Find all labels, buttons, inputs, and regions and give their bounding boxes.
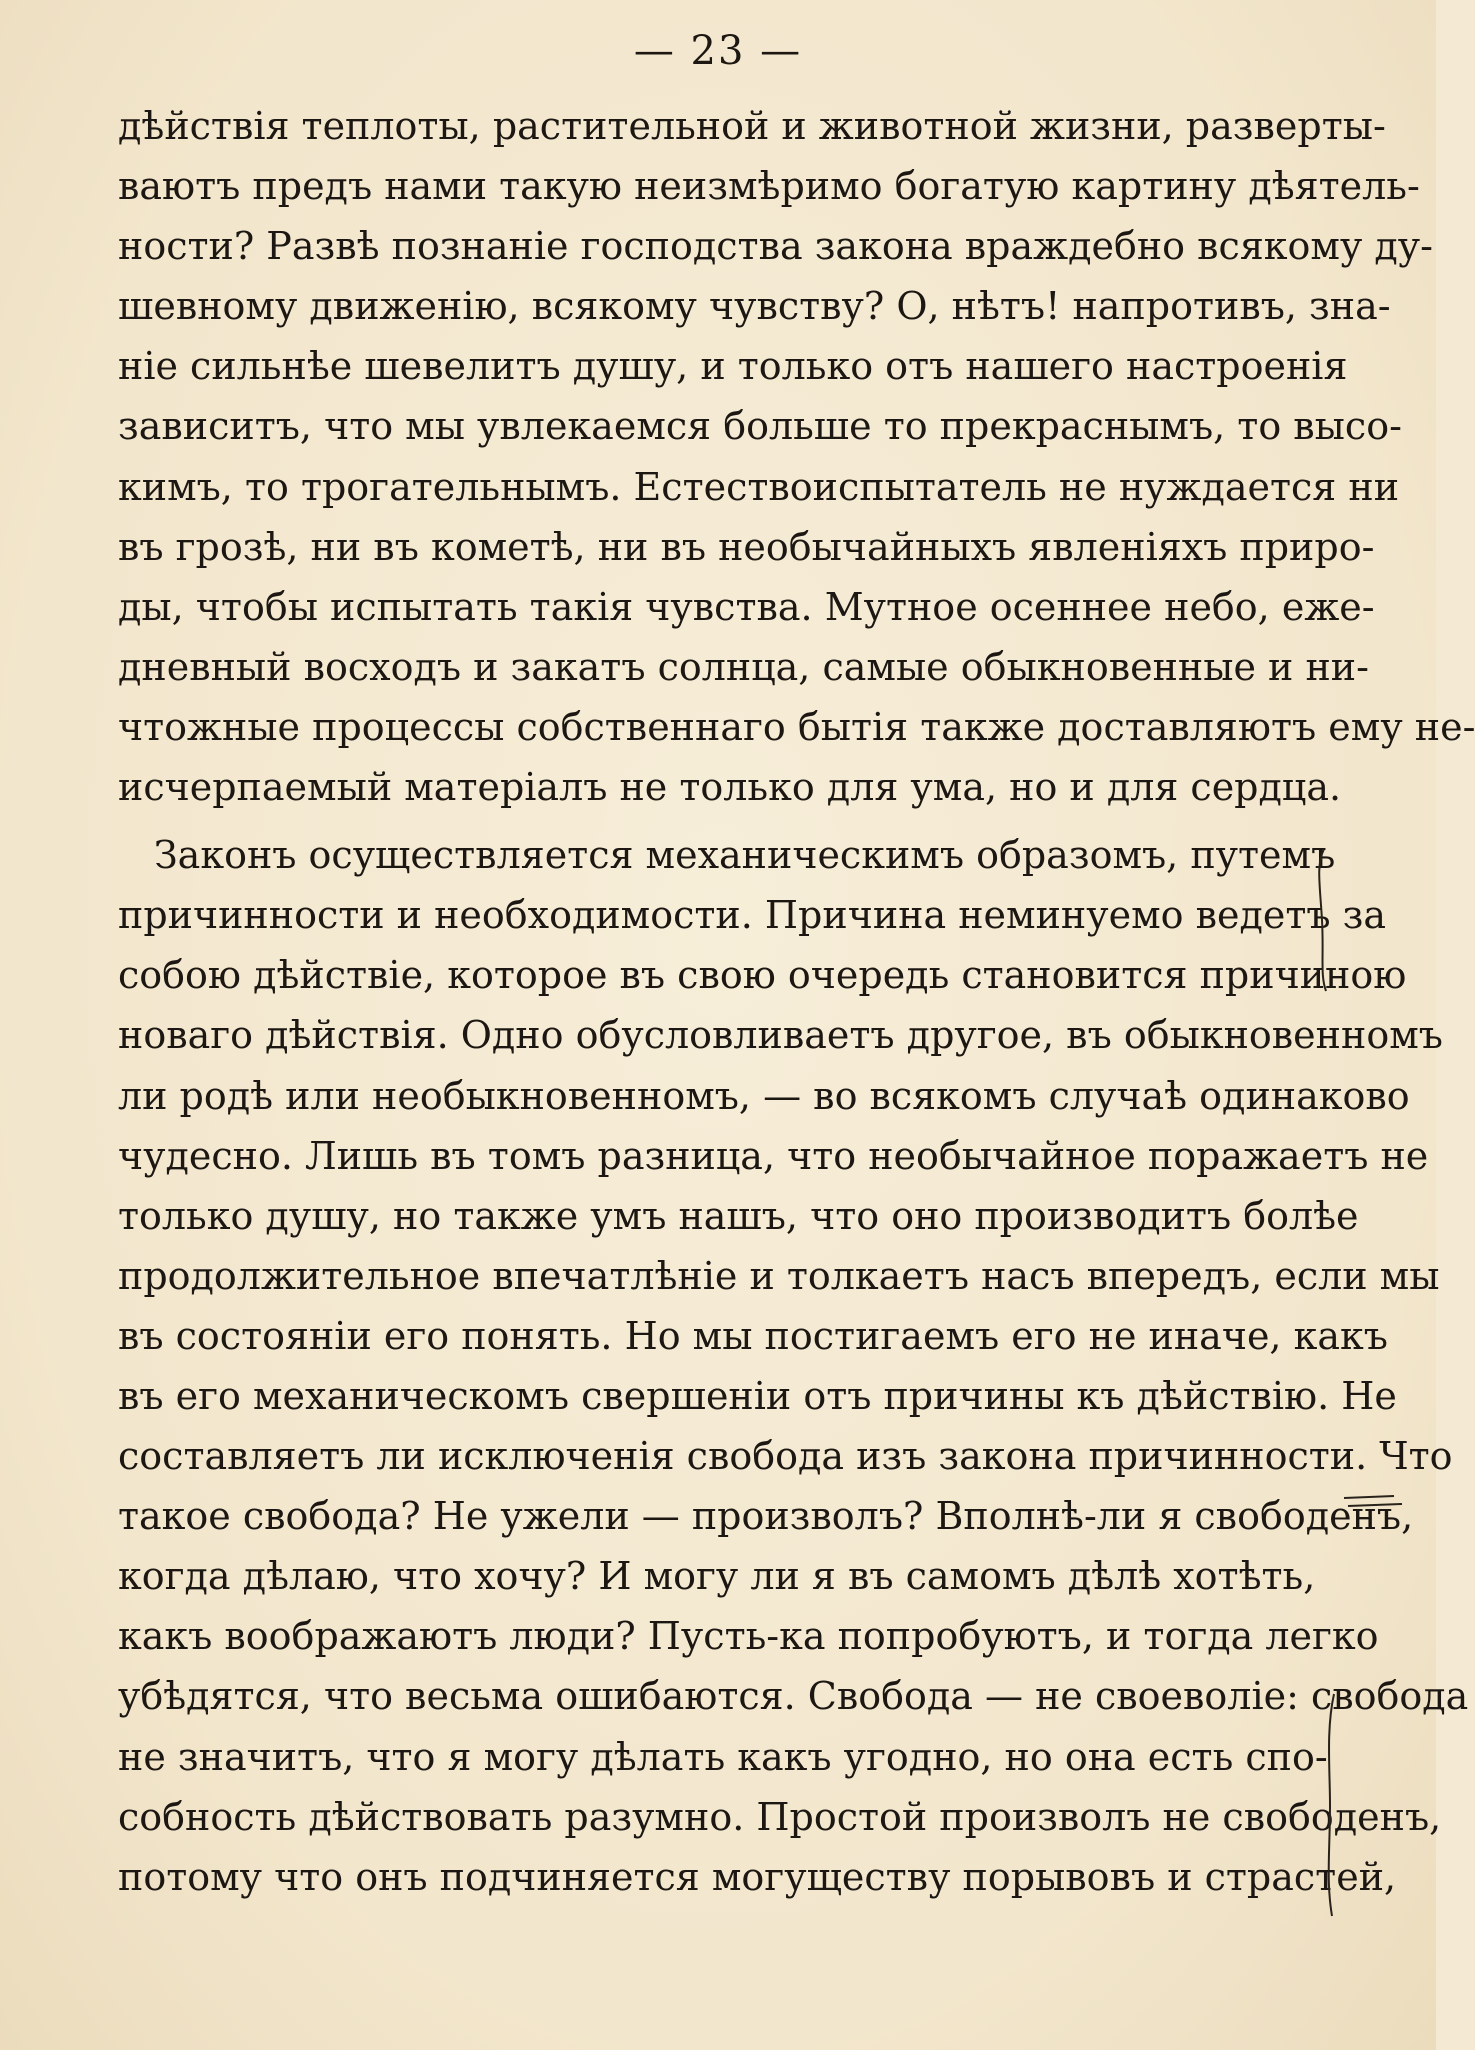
- text-line: шевному движенію, всякому чувству? О, нѣтъ! напротивъ, зна-: [118, 284, 1391, 329]
- text-line: Законъ осуществляется механическимъ образомъ, путемъ: [154, 833, 1336, 878]
- text-line: кимъ, то трогательнымъ. Естествоиспытатель не нуждается ни: [118, 464, 1400, 509]
- page-number: — 23 —: [633, 28, 803, 74]
- text-line: въ состояніи его понять. Но мы постигаемъ его не иначе, какъ: [118, 1313, 1388, 1358]
- text-line: собность дѣйствовать разумно. Простой произволъ не свободенъ,: [118, 1794, 1442, 1839]
- text-line: ности? Развѣ познаніе господства закона враждебно всякому ду-: [118, 224, 1434, 269]
- text-line: ды, чтобы испытать такія чувства. Мутное осеннее небо, еже-: [118, 584, 1375, 629]
- text-line: не значитъ, что я могу дѣлать какъ угодно, но она есть спо-: [118, 1734, 1328, 1779]
- text-line: въ грозѣ, ни въ кометѣ, ни въ необычайныхъ явленіяхъ приро-: [118, 524, 1375, 569]
- text-line: новаго дѣйствія. Одно обусловливаетъ другое, въ обыкновенномъ: [118, 1013, 1443, 1058]
- text-body: [118, 96, 1475, 1907]
- text-line: когда дѣлаю, что хочу? И могу ли я въ самомъ дѣлѣ хотѣть,: [118, 1554, 1316, 1599]
- text-line: какъ воображаютъ люди? Пусть-ка попробуютъ, и тогда легко: [118, 1614, 1379, 1659]
- text-line: чудесно. Лишь въ томъ разница, что необычайное поражаетъ не: [118, 1133, 1429, 1178]
- text-line: продолжительное впечатлѣніе и толкаетъ насъ впередъ, если мы: [118, 1253, 1440, 1298]
- text-line: чтожные процессы собственнаго бытія также доставляютъ ему не-: [118, 704, 1475, 749]
- text-line: собою дѣйствіе, которое въ свою очередь становится причиною: [118, 953, 1407, 998]
- text-line: причинности и необходимости. Причина неминуемо ведетъ за: [118, 893, 1387, 938]
- text-line: ваютъ предъ нами такую неизмѣримо богатую картину дѣятель-: [118, 164, 1420, 209]
- text-line: исчерпаемый матеріалъ не только для ума, но и для сердца.: [118, 765, 1342, 810]
- margin-bracket-mark: [1318, 1690, 1348, 1920]
- text-line: составляетъ ли исключенія свобода изъ закона причинности. Что: [118, 1434, 1453, 1479]
- text-line: дѣйствія теплоты, растительной и животной жизни, разверты-: [118, 104, 1386, 148]
- text-line: дневный восходъ и закатъ солнца, самые обыкновенные и ни-: [118, 644, 1369, 689]
- text-line: такое свобода? Не ужели — произволъ? Вполнѣ-ли я свободенъ,: [118, 1494, 1414, 1539]
- text-line: зависитъ, что мы увлекаемся больше то прекраснымъ, то высо-: [118, 404, 1402, 449]
- text-line: только душу, но также умъ нашъ, что оно производитъ болѣе: [118, 1193, 1359, 1238]
- text-line: ли родѣ или необыкновенномъ, — во всякомъ случаѣ одинаково: [118, 1073, 1410, 1118]
- text-line: убѣдятся, что весьма ошибаются. Свобода — не своеволіе: свобода: [118, 1674, 1469, 1719]
- text-line: ніе сильнѣе шевелитъ душу, и только отъ нашего настроенія: [118, 344, 1348, 389]
- text-line: потому что онъ подчиняется могуществу порывовъ и страстей,: [118, 1854, 1397, 1899]
- paragraph-2: [118, 825, 1469, 1907]
- margin-dash-mark: [1340, 1492, 1410, 1512]
- margin-bracket-mark: [1310, 845, 1340, 995]
- text-line: въ его механическомъ свершеніи отъ причины къ дѣйствію. Не: [118, 1373, 1397, 1418]
- paragraph-1: [118, 96, 1475, 817]
